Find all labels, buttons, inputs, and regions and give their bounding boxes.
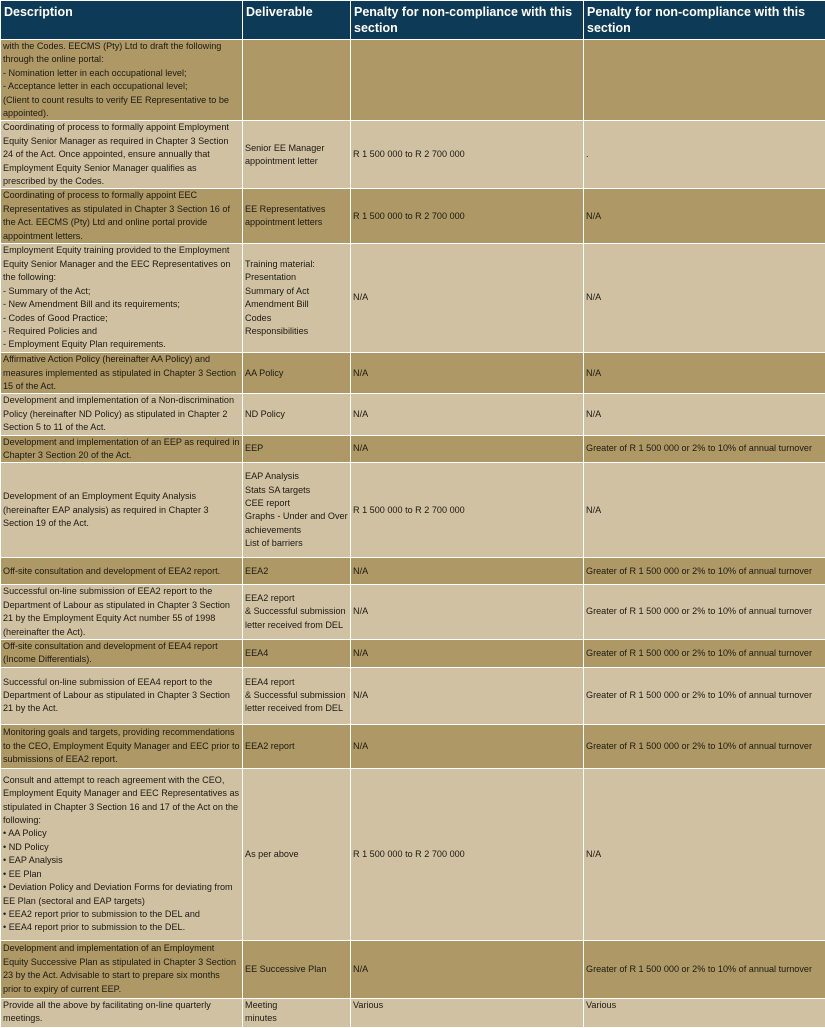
cell-deliverable: EE Representatives appointment letters: [243, 189, 351, 244]
cell-penalty-2: N/A: [584, 189, 825, 244]
cell-description: Off-site consultation and development of EEA2 report.: [1, 558, 243, 585]
cell-description: Coordinating of process to formally appoint Employment Equity Senior Manager as required in Chapter 3 Section 24 of the Act. Once appointed, ensure annually that Employment Equity Senior Manager qualifies as prescribed by the Codes.: [1, 121, 243, 189]
cell-penalty-1: N/A: [351, 435, 584, 463]
cell-deliverable: ND Policy: [243, 394, 351, 435]
cell-deliverable: EE Successive Plan: [243, 940, 351, 998]
table-row: [1, 558, 825, 585]
cell-penalty-1: N/A: [351, 639, 584, 667]
table-row: [1, 724, 825, 768]
cell-description: Development and implementation of a Non-discrimination Policy (hereinafter ND Policy) as stipulated in Chapter 2 Section 5 to 11 of the Act.: [1, 394, 243, 435]
cell-penalty-2: N/A: [584, 768, 825, 940]
cell-penalty-2: Greater of R 1 500 000 or 2% to 10% of annual turnover: [584, 435, 825, 463]
cell-deliverable: Senior EE Manager appointment letter: [243, 121, 351, 189]
cell-description: Monitoring goals and targets, providing recommendations to the CEO, Employment Equity Manager and EEC prior to submissions of EEA2 report.: [1, 724, 243, 768]
cell-penalty-2: N/A: [584, 394, 825, 435]
cell-penalty-1: N/A: [351, 353, 584, 394]
cell-deliverable: EEA2 report & Successful submission letter received from DEL: [243, 585, 351, 640]
table-row: [1, 768, 825, 940]
cell-penalty-2: Various: [584, 998, 825, 1027]
cell-description: Off-site consultation and development of EEA4 report (Income Differentials).: [1, 639, 243, 667]
cell-deliverable: Meeting minutes: [243, 998, 351, 1027]
cell-penalty-1: N/A: [351, 244, 584, 353]
cell-description: Development of an Employment Equity Analysis (hereinafter EAP analysis) as required in Chapter 3 Section 19 of the Act.: [1, 463, 243, 558]
header-penalty-1: Penalty for non-compliance with this section: [351, 1, 584, 40]
cell-penalty-1: [351, 40, 584, 121]
cell-deliverable: EEA4: [243, 639, 351, 667]
cell-description: Employment Equity training provided to the Employment Equity Senior Manager and the EEC Representatives on the following: - Summary of the Act; - New Amendment Bill and its requirements; - Codes of Good Practice; - Required Policies and - Employment Equity Plan requirements.: [1, 244, 243, 353]
table-row: [1, 463, 825, 558]
table-row: [1, 585, 825, 640]
cell-penalty-1: N/A: [351, 394, 584, 435]
cell-description: Development and implementation of an Employment Equity Successive Plan as stipulated in Chapter 3 Section 23 by the Act. Advisable to start to prepare six months prior to expiry of current EEP.: [1, 940, 243, 998]
cell-penalty-1: N/A: [351, 724, 584, 768]
cell-deliverable: EAP Analysis Stats SA targets CEE report Graphs - Under and Over achievements List of barriers: [243, 463, 351, 558]
cell-deliverable: [243, 40, 351, 121]
cell-penalty-1: N/A: [351, 558, 584, 585]
cell-penalty-2: Greater of R 1 500 000 or 2% to 10% of annual turnover: [584, 639, 825, 667]
cell-description: Development and implementation of an EEP as required in Chapter 3 Section 20 of the Act.: [1, 435, 243, 463]
table-row: [1, 353, 825, 394]
cell-penalty-2: N/A: [584, 244, 825, 353]
cell-penalty-1: N/A: [351, 940, 584, 998]
header-penalty-2: Penalty for non-compliance with this section: [584, 1, 825, 40]
header-description: Description: [1, 1, 243, 40]
table-row: [1, 998, 825, 1027]
table-row: [1, 435, 825, 463]
cell-penalty-1: Various: [351, 998, 584, 1027]
cell-penalty-1: R 1 500 000 to R 2 700 000: [351, 463, 584, 558]
table-row: [1, 244, 825, 353]
table-row: [1, 121, 825, 189]
cell-penalty-2: Greater of R 1 500 000 or 2% to 10% of annual turnover: [584, 940, 825, 998]
cell-penalty-2: Greater of R 1 500 000 or 2% to 10% of annual turnover: [584, 724, 825, 768]
cell-penalty-2: [584, 40, 825, 121]
cell-penalty-2: Greater of R 1 500 000 or 2% to 10% of annual turnover: [584, 667, 825, 724]
cell-description: Affirmative Action Policy (hereinafter AA Policy) and measures implemented as stipulated in Chapter 3 Section 15 of the Act.: [1, 353, 243, 394]
table-row: [1, 639, 825, 667]
cell-penalty-2: .: [584, 121, 825, 189]
cell-penalty-2: N/A: [584, 463, 825, 558]
header-deliverable: Deliverable: [243, 1, 351, 40]
table-row: [1, 394, 825, 435]
cell-deliverable: As per above: [243, 768, 351, 940]
cell-description: Coordinating of process to formally appoint EEC Representatives as stipulated in Chapter 3 Section 16 of the Act. EECMS (Pty) Ltd and online portal provide appointment letters.: [1, 189, 243, 244]
cell-description: Provide all the above by facilitating on-line quarterly meetings.: [1, 998, 243, 1027]
cell-deliverable: AA Policy: [243, 353, 351, 394]
cell-penalty-1: R 1 500 000 to R 2 700 000: [351, 189, 584, 244]
table-row: [1, 40, 825, 121]
cell-deliverable: EEA4 report & Successful submission letter received from DEL: [243, 667, 351, 724]
cell-penalty-1: N/A: [351, 667, 584, 724]
cell-penalty-2: Greater of R 1 500 000 or 2% to 10% of annual turnover: [584, 585, 825, 640]
cell-description: with the Codes. EECMS (Pty) Ltd to draft the following through the online portal: - Nomination letter in each occupational level; - Acceptance letter in each occupational level; (Client to count results to verify EE Representative to be appointed).: [1, 40, 243, 121]
table-header-row: [1, 1, 825, 40]
cell-deliverable: Training material: Presentation Summary of Act Amendment Bill Codes Responsibilities: [243, 244, 351, 353]
cell-penalty-1: N/A: [351, 585, 584, 640]
table-row: [1, 940, 825, 998]
cell-description: Consult and attempt to reach agreement with the CEO, Employment Equity Manager and EEC Representatives as stipulated in Chapter 3 Section 16 and 17 of the Act on the following: • AA Policy • ND Policy • EAP Analysis • EE Plan • Deviation Policy and Deviation Forms for deviating from EE Plan (sectoral and EAP targets) • EEA2 report prior to submission to the DEL and • EEA4 report prior to submission to the DEL.: [1, 768, 243, 940]
cell-penalty-1: R 1 500 000 to R 2 700 000: [351, 121, 584, 189]
cell-penalty-2: Greater of R 1 500 000 or 2% to 10% of annual turnover: [584, 558, 825, 585]
table-row: [1, 189, 825, 244]
cell-deliverable: EEA2 report: [243, 724, 351, 768]
cell-penalty-1: R 1 500 000 to R 2 700 000: [351, 768, 584, 940]
cell-description: Successful on-line submission of EEA4 report to the Department of Labour as stipulated in Chapter 3 Section 21 by the Act.: [1, 667, 243, 724]
cell-description: Successful on-line submission of EEA2 report to the Department of Labour as stipulated in Chapter 3 Section 21 by the Employment Equity Act number 55 of 1998 (hereinafter the Act).: [1, 585, 243, 640]
table-row: [1, 667, 825, 724]
cell-penalty-2: N/A: [584, 353, 825, 394]
cell-deliverable: EEP: [243, 435, 351, 463]
cell-deliverable: EEA2: [243, 558, 351, 585]
